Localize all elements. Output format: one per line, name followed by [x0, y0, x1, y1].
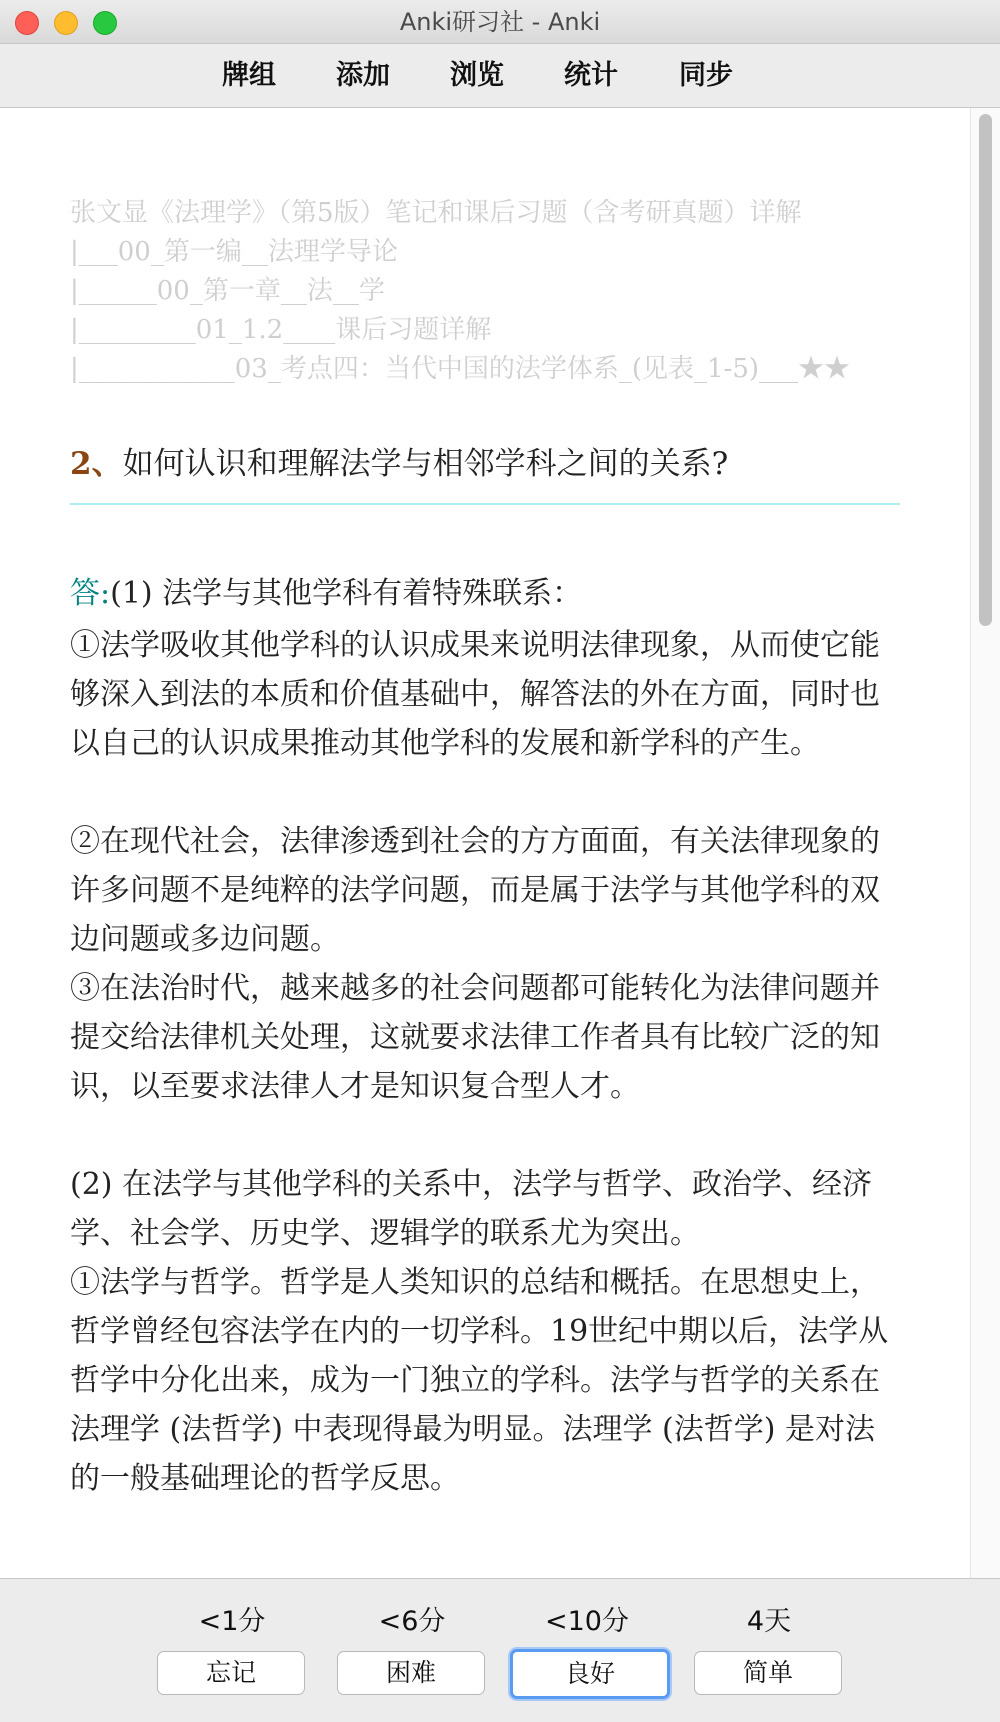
- answer-paragraph-3: ②在现代社会，法律渗透到社会的方方面面，有关法律现象的许多问题不是纯粹的法学问题，而是属于法学与其他学科的双边问题或多边问题。: [70, 824, 880, 957]
- answer-intro: [70, 569, 890, 618]
- toolbar-decks-link[interactable]: 牌组: [222, 60, 276, 91]
- breadcrumb-book: 张文显《法理学》（第5版）笔记和课后习题（含考研真题）详解: [70, 198, 802, 228]
- good-button[interactable]: 良好: [510, 1649, 670, 1699]
- hard-interval: <6分: [378, 1606, 446, 1637]
- window-title: Anki研习社 - Anki: [399, 8, 601, 36]
- toolbar-sync-link[interactable]: 同步: [679, 60, 733, 91]
- scrollbar-thumb[interactable]: [979, 114, 992, 626]
- window-titlebar: [0, 0, 1000, 44]
- question-number: 2、: [70, 446, 123, 482]
- good-interval: <10分: [545, 1606, 629, 1637]
- answer-paragraph-2: ①法学吸收其他学科的认识成果来说明法律现象，从而使它能够深入到法的本质和价值基础中，解答法的外在方面，同时也以自己的认识成果推动其他学科的发展和新学科的产生。: [70, 628, 880, 761]
- toolbar-add-link[interactable]: 添加: [336, 60, 390, 91]
- card-scrollbar[interactable]: [970, 108, 1000, 1578]
- breadcrumb-part: |___00_第一编__法理学导论: [70, 237, 398, 267]
- answer-paragraph-1: (1) 法学与其他学科有着特殊联系：: [110, 576, 583, 611]
- answer-paragraph-4: ③在法治时代，越来越多的社会问题都可能转化为法律问题并提交给法律机关处理，这就要求法律工作者具有比较广泛的知识，以至要求法律人才是知识复合型人才。: [70, 971, 880, 1104]
- breadcrumb-chapter: |______00_第一章__法__学: [70, 276, 385, 306]
- easy-interval: 4天: [746, 1606, 792, 1637]
- question-title: [70, 438, 728, 483]
- answer-paragraph-6: ①法学与哲学。哲学是人类知识的总结和概括。在思想史上，哲学曾经包容法学在内的一切学科。19世纪中期以后，法学从哲学中分化出来，成为一门独立的学科。法学与哲学的关系在法理学 (法哲学) 中表现得最为明显。法理学 (法哲学) 是对法的一般基础理论的哲学反思。: [70, 1265, 889, 1496]
- main-toolbar: [0, 44, 1000, 108]
- breadcrumb-section: |_________01_1.2____课后习题详解: [70, 315, 492, 345]
- answer-label: 答:: [70, 576, 111, 611]
- again-interval: <1分: [198, 1606, 266, 1637]
- card-content: [0, 108, 970, 1578]
- toolbar-browse-link[interactable]: 浏览: [450, 60, 504, 91]
- toolbar-stats-link[interactable]: 统计: [564, 60, 618, 91]
- question-divider: [70, 503, 900, 505]
- easy-button[interactable]: 简单: [694, 1651, 842, 1695]
- breadcrumb-topic: |____________03_考点四：当代中国的法学体系_(见表_1-5)___★★: [70, 354, 851, 384]
- question-text: 如何认识和理解法学与相邻学科之间的关系?: [122, 446, 729, 482]
- again-button[interactable]: 忘记: [157, 1651, 305, 1695]
- hard-button[interactable]: 困难: [337, 1651, 485, 1695]
- answer-paragraph-5: (2) 在法学与其他学科的关系中，法学与哲学、政治学、经济学、社会学、历史学、逻辑学的联系尤为突出。: [70, 1167, 873, 1251]
- answer-bar: [0, 1578, 1000, 1722]
